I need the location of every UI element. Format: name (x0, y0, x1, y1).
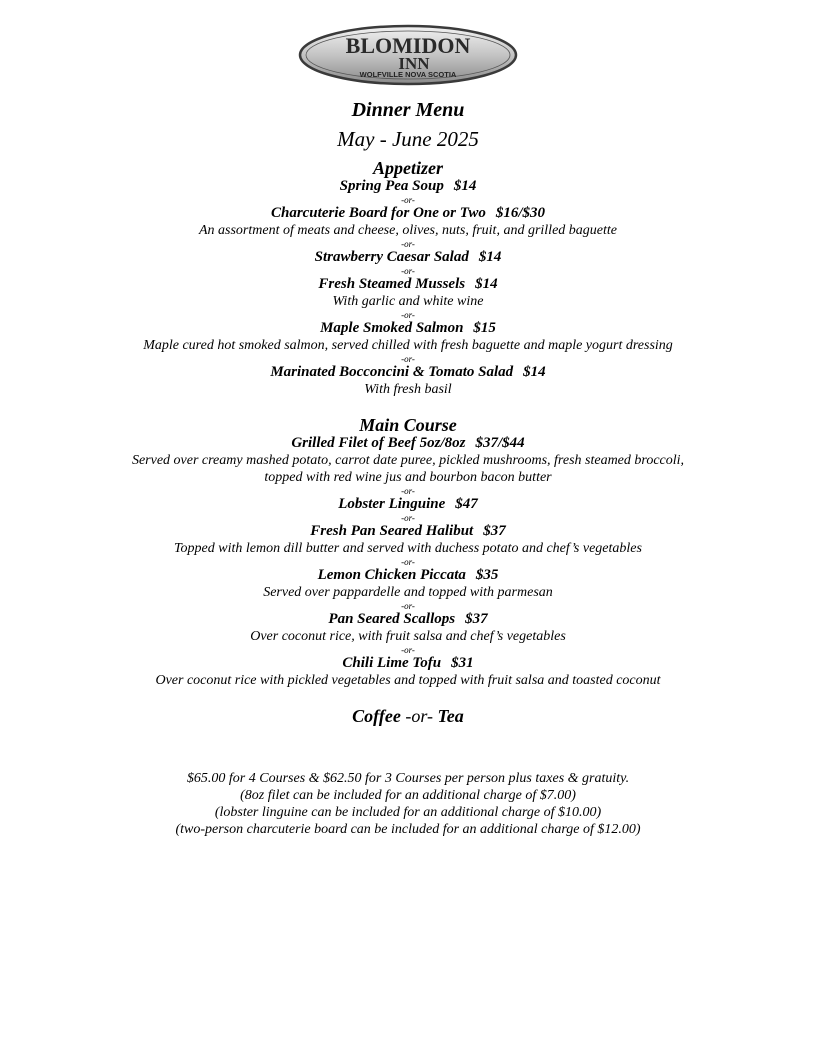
item-description: Maple cured hot smoked salmon, served chilled with fresh baguette and maple yogurt dressing (143, 338, 673, 353)
item-description: With fresh basil (364, 382, 452, 397)
or-separator: -or- (401, 239, 415, 249)
item-title (0, 523, 816, 540)
item-description: Topped with lemon dill butter and served with duchess potato and chef’s vegetables (174, 541, 642, 556)
menu-item (0, 276, 816, 310)
menu-item (0, 205, 816, 239)
item-price: $16/$30 (495, 205, 546, 221)
pricing-note: $65.00 for 4 Courses & $62.50 for 3 Courses per person plus taxes & gratuity. (186, 771, 630, 786)
logo-name-line2: INN (398, 54, 430, 73)
tea-label: Tea (437, 706, 464, 726)
item-name: Lemon Chicken Piccata (317, 567, 466, 583)
item-name: Maple Smoked Salmon (320, 320, 464, 336)
menu-item (0, 523, 816, 557)
item-name: Grilled Filet of Beef 5oz/8oz (291, 435, 466, 451)
menu-item (0, 320, 816, 354)
item-description: Served over pappardelle and topped with parmesan (263, 585, 553, 600)
or-separator: -or- (401, 486, 415, 496)
menu-item (0, 249, 816, 266)
item-title (0, 655, 816, 672)
item-name: Marinated Bocconcini & Tomato Salad (270, 364, 514, 380)
item-title (0, 435, 816, 452)
menu-item (0, 178, 816, 195)
menu-item (0, 655, 816, 689)
item-price: $35 (475, 567, 499, 583)
item-price: $15 (473, 320, 496, 336)
or-separator: -or- (401, 645, 415, 655)
main-course-heading: Main Course (359, 415, 457, 435)
menu-item (0, 435, 816, 486)
menu-item (0, 567, 816, 601)
item-name: Charcuterie Board for One or Two (270, 205, 486, 221)
item-name: Fresh Steamed Mussels (318, 276, 466, 292)
item-title (0, 611, 816, 628)
pricing-note: (two-person charcuterie board can be included for an additional charge of $12.00) (175, 822, 641, 837)
item-name: Chili Lime Tofu (342, 655, 442, 671)
pricing-note: (lobster linguine can be included for an additional charge of $10.00) (214, 805, 602, 820)
item-price: $14 (453, 178, 477, 194)
item-title (0, 276, 816, 293)
item-title (0, 496, 816, 513)
pricing-notes (0, 770, 816, 838)
blomidon-inn-logo (298, 24, 518, 86)
item-name: Pan Seared Scallops (328, 611, 456, 627)
item-description: An assortment of meats and cheese, olives, nuts, fruit, and grilled baguette (198, 223, 617, 238)
item-description: Over coconut rice, with fruit salsa and chef’s vegetables (250, 629, 566, 644)
menu-date: May - June 2025 (337, 127, 479, 151)
page-title: Dinner Menu (351, 99, 465, 121)
item-title (0, 205, 816, 222)
logo-location: WOLFVILLE NOVA SCOTIA (359, 70, 457, 79)
menu-item (0, 364, 816, 398)
or-separator: -or- (401, 310, 415, 320)
or-separator: -or- (401, 513, 415, 523)
item-description: Over coconut rice with pickled vegetables and topped with fruit salsa and toasted coconut (155, 673, 661, 688)
item-description: Served over creamy mashed potato, carrot date puree, pickled mushrooms, fresh steamed broccoli, (131, 453, 685, 468)
menu-body (0, 96, 816, 838)
coffee-or-separator: -or- (405, 706, 433, 726)
item-price: $31 (451, 655, 474, 671)
appetizer-heading: Appetizer (373, 158, 443, 178)
menu-item (0, 611, 816, 645)
or-separator: -or- (401, 266, 415, 276)
item-description: With garlic and white wine (332, 294, 484, 309)
item-price: $14 (478, 249, 502, 265)
or-separator: -or- (401, 195, 415, 205)
logo-name-line1: BLOMIDON (345, 33, 471, 58)
main-course-section (0, 415, 816, 689)
section-spacer (0, 398, 816, 415)
appetizer-section (0, 158, 816, 398)
item-price: $37/$44 (475, 435, 525, 451)
item-price: $37 (483, 523, 506, 539)
pricing-note: (8oz filet can be included for an additional charge of $7.00) (240, 788, 576, 803)
item-title (0, 364, 816, 381)
coffee-or-tea (0, 706, 816, 726)
or-separator: -or- (401, 557, 415, 567)
item-price: $47 (455, 496, 478, 512)
item-name: Fresh Pan Seared Halibut (310, 523, 474, 539)
item-price: $37 (465, 611, 488, 627)
or-separator: -or- (401, 601, 415, 611)
item-price: $14 (523, 364, 546, 380)
item-title (0, 178, 816, 195)
or-separator: -or- (401, 354, 415, 364)
item-name: Lobster Linguine (338, 496, 446, 512)
item-title (0, 320, 816, 337)
item-name: Spring Pea Soup (339, 178, 444, 194)
item-price: $14 (475, 276, 498, 292)
menu-item (0, 496, 816, 513)
item-description-line2: topped with red wine jus and bourbon bacon butter (264, 470, 552, 485)
item-title (0, 249, 816, 266)
item-title (0, 567, 816, 584)
logo-graphic (298, 24, 518, 86)
item-name: Strawberry Caesar Salad (314, 249, 469, 265)
section-spacer (0, 689, 816, 706)
coffee-label: Coffee (352, 706, 401, 726)
